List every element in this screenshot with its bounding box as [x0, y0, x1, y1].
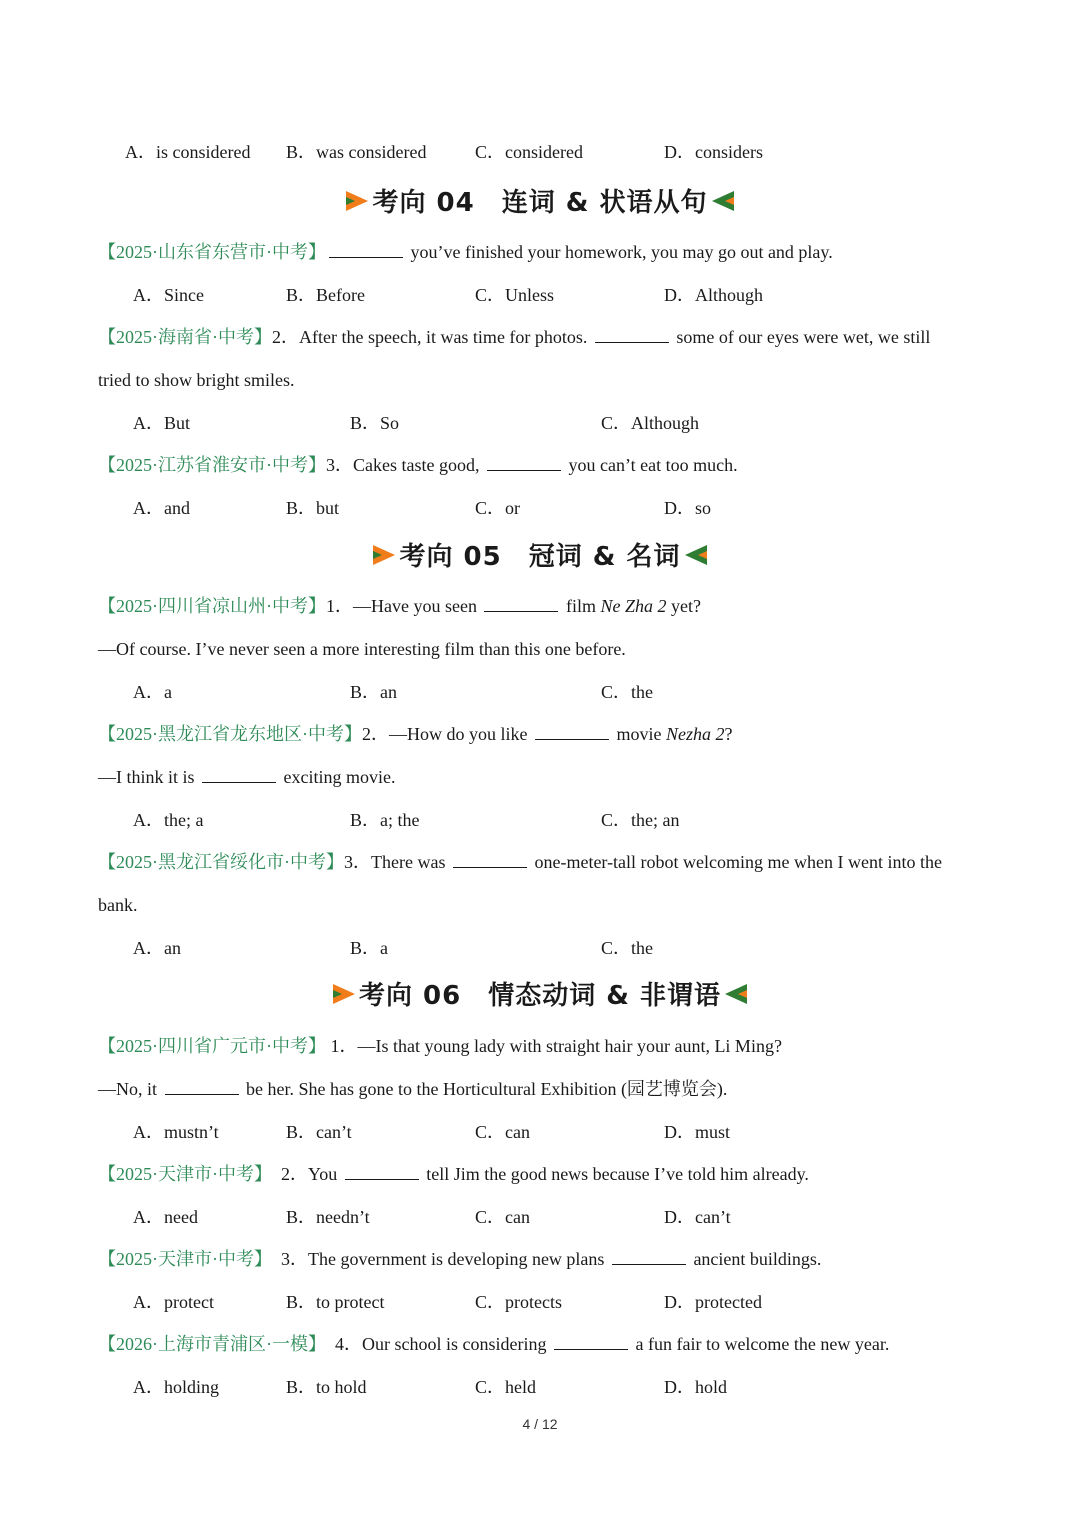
- question-text: yet?: [670, 596, 701, 616]
- answer-blank: [329, 243, 403, 258]
- section-heading-04: [0, 182, 1080, 218]
- option-c: C．the: [601, 938, 653, 958]
- arrow-right-icon: [333, 984, 355, 1004]
- option-a: A．is considered: [125, 142, 251, 162]
- option-b: B．can’t: [286, 1122, 352, 1142]
- question-text: you can’t eat too much.: [568, 455, 738, 475]
- question-text: 2．You: [281, 1164, 338, 1184]
- option-a: A．mustn’t: [133, 1122, 219, 1142]
- question-text: 4．Our school is considering: [335, 1334, 547, 1354]
- option-b: B．So: [350, 413, 400, 433]
- option-a: A．need: [133, 1207, 198, 1227]
- question-line: tried to show bright smiles.: [98, 370, 295, 390]
- question-text: exciting movie.: [283, 767, 396, 787]
- option-c: C．Although: [601, 413, 700, 433]
- question-line: —Of course. I’ve never seen a more interesting film than this one before.: [98, 639, 626, 659]
- option-d: D．so: [664, 498, 712, 518]
- question-source: 【2025·天津市·中考】: [98, 1249, 263, 1269]
- option-a: A．an: [133, 938, 181, 958]
- question-line: [98, 1247, 821, 1271]
- question-line: [98, 240, 833, 264]
- option-b: B．needn’t: [286, 1207, 370, 1227]
- option-b: B．a: [350, 938, 388, 958]
- answer-blank: [202, 768, 276, 783]
- question-text: 3．Cakes taste good,: [326, 455, 480, 475]
- question-source: 【2026·上海市青浦区·一模】: [98, 1334, 317, 1354]
- options-row: [0, 1375, 1080, 1399]
- question-text: ?: [724, 724, 733, 744]
- answer-blank: [484, 597, 558, 612]
- answer-blank: [165, 1080, 239, 1095]
- question-text: —No, it: [98, 1079, 158, 1099]
- option-c: C．considered: [475, 142, 583, 162]
- question-line: [98, 1332, 889, 1356]
- option-d: D．considers: [664, 142, 763, 162]
- section-title: 考向 05 冠词 & 名词: [399, 542, 681, 572]
- option-d: D．can’t: [664, 1207, 731, 1227]
- question-line: [98, 453, 738, 477]
- option-a: A．protect: [133, 1292, 214, 1312]
- option-d: D．Although: [664, 285, 763, 305]
- option-d: D．protected: [664, 1292, 762, 1312]
- arrow-left-icon: [685, 545, 707, 565]
- option-b: B．a; the: [350, 810, 420, 830]
- option-a: A．holding: [133, 1377, 220, 1397]
- option-b: B．to hold: [286, 1377, 367, 1397]
- question-text: 2．After the speech, it was time for photos.: [272, 327, 588, 347]
- question-source: 【2025·四川省广元市·中考】: [98, 1036, 326, 1056]
- options-row: [0, 496, 1080, 520]
- question-text: ancient buildings.: [693, 1249, 822, 1269]
- question-line: [98, 1077, 727, 1101]
- question-text: one-meter-tall robot welcoming me when I went into the: [534, 852, 942, 872]
- option-a: A．the; a: [133, 810, 204, 830]
- option-d: D．must: [664, 1122, 731, 1142]
- options-row: [0, 680, 1080, 704]
- question-text: —I think it is: [98, 767, 195, 787]
- option-c: C．the; an: [601, 810, 680, 830]
- question-source: 【2025·江苏省淮安市·中考】: [98, 455, 326, 475]
- film-title: Ne Zha 2: [600, 596, 667, 616]
- film-title: Nezha 2: [666, 724, 725, 744]
- option-c: C．can: [475, 1207, 530, 1227]
- section-heading-05: [0, 536, 1080, 572]
- question-source: 【2025·山东省东营市·中考】: [98, 242, 326, 262]
- question-text: 3．There was: [344, 852, 446, 872]
- question-text: 1．—Is that young lady with straight hair your aunt, Li Ming?: [330, 1036, 782, 1056]
- question-line: [98, 1034, 782, 1058]
- answer-blank: [453, 853, 527, 868]
- option-b: B．an: [350, 682, 397, 702]
- question-line: [98, 722, 733, 746]
- option-c: C．can: [475, 1122, 530, 1142]
- options-row: [0, 140, 1080, 164]
- option-b: B．but: [286, 498, 340, 518]
- page-number: 4 / 12: [522, 1416, 558, 1432]
- section-title: 考向 04 连词 & 状语从句: [372, 188, 708, 218]
- option-c: C．Unless: [475, 285, 555, 305]
- option-d: D．hold: [664, 1377, 727, 1397]
- option-b: B．to protect: [286, 1292, 385, 1312]
- question-line: [98, 1162, 809, 1186]
- question-text: 1．—Have you seen: [326, 596, 477, 616]
- options-row: [0, 1290, 1080, 1314]
- question-line: [98, 850, 942, 874]
- options-row: [0, 411, 1080, 435]
- section-heading-06: [0, 975, 1080, 1011]
- question-text: tell Jim the good news because I’ve told him already.: [426, 1164, 809, 1184]
- answer-blank: [612, 1250, 686, 1265]
- arrow-left-icon: [725, 984, 747, 1004]
- arrow-right-icon: [373, 545, 395, 565]
- options-row: [0, 1205, 1080, 1229]
- arrow-right-icon: [346, 191, 368, 211]
- question-text: some of our eyes were wet, we still: [676, 327, 931, 347]
- arrow-left-icon: [712, 191, 734, 211]
- question-text: 3．The government is developing new plans: [281, 1249, 605, 1269]
- question-text: a fun fair to welcome the new year.: [635, 1334, 890, 1354]
- question-source: 【2025·黑龙江省龙东地区·中考】: [98, 724, 362, 744]
- option-b: B．Before: [286, 285, 365, 305]
- question-source: 【2025·四川省凉山州·中考】: [98, 596, 326, 616]
- question-text: you’ve finished your homework, you may go out and play.: [410, 242, 833, 262]
- answer-blank: [554, 1335, 628, 1350]
- question-source: 【2025·黑龙江省绥化市·中考】: [98, 852, 344, 872]
- question-text: movie: [616, 724, 662, 744]
- option-c: C．the: [601, 682, 653, 702]
- option-a: A．a: [133, 682, 172, 702]
- answer-blank: [535, 725, 609, 740]
- options-row: [0, 283, 1080, 307]
- option-c: C．held: [475, 1377, 536, 1397]
- option-a: A．and: [133, 498, 190, 518]
- section-title: 考向 06 情态动词 & 非谓语: [358, 981, 721, 1011]
- options-row: [0, 936, 1080, 960]
- question-text: 2．—How do you like: [362, 724, 528, 744]
- question-line: [98, 765, 396, 789]
- answer-blank: [487, 456, 561, 471]
- answer-blank: [595, 328, 669, 343]
- question-text: be her. She has gone to the Horticultural Exhibition (园艺博览会).: [246, 1079, 728, 1099]
- option-a: A．But: [133, 413, 191, 433]
- option-b: B．was considered: [286, 142, 427, 162]
- options-row: [0, 1120, 1080, 1144]
- option-c: C．protects: [475, 1292, 562, 1312]
- question-text: film: [565, 596, 596, 616]
- question-source: 【2025·天津市·中考】: [98, 1164, 263, 1184]
- option-a: A．Since: [133, 285, 204, 305]
- option-c: C．or: [475, 498, 520, 518]
- question-source: 【2025·海南省·中考】: [98, 327, 272, 347]
- question-line: [98, 594, 701, 618]
- question-line: [98, 325, 930, 349]
- answer-blank: [345, 1165, 419, 1180]
- options-row: [0, 808, 1080, 832]
- question-line: bank.: [98, 895, 138, 915]
